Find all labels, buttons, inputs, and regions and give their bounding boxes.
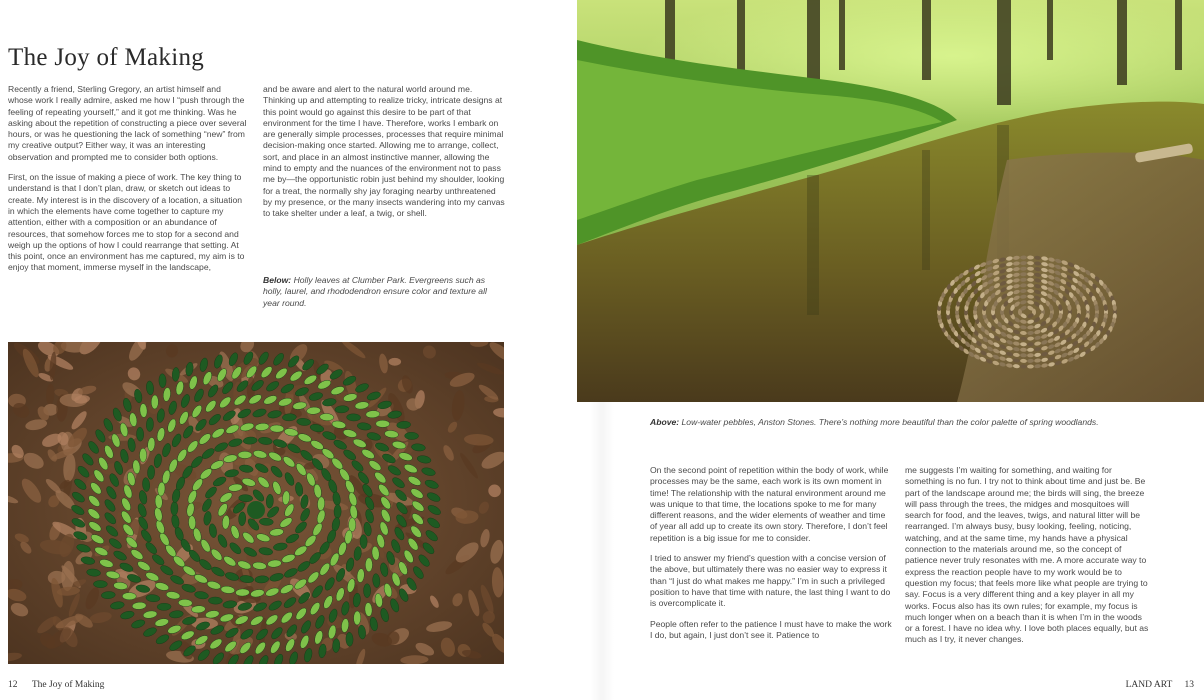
paragraph: On the second point of repetition within the body of work, while processes may be the same, each work is its own moment in time! The relationship with the natural environment around me was unique to that time, the locations spoke to me for many different reasons, and the wider elements of weather and time of year all add up to create its own story. Therefore, I don’t feel repetition is a big issue for me to consider.: [650, 465, 889, 543]
stream-pebble-illustration: [577, 0, 1204, 402]
body-column-3: [650, 465, 892, 650]
folio-right: [1126, 680, 1194, 690]
folio-left: [8, 680, 104, 690]
page-number: 12: [8, 680, 18, 690]
paragraph: People often refer to the patience I must have to make the work I do, but again, I just don’t see it. Patience to: [650, 618, 892, 640]
body-column-4: [905, 465, 1150, 655]
running-head: LAND ART: [1125, 680, 1173, 690]
holly-leaves-photo: [8, 342, 504, 664]
running-head: The Joy of Making: [31, 680, 105, 690]
caption-label: Above:: [650, 417, 680, 427]
page-title: The Joy of Making: [8, 44, 205, 71]
paragraph: I tried to answer my friend’s question with a concise version of the above, but ultimately there was no easier way to express it than “I just do what makes me happy.” I’m in such a privileged position to have that time with nature, the last thing I want to do is overcomplicate it.: [650, 553, 891, 609]
paragraph: and be aware and alert to the natural world around me. Thinking up and attempting to realize tricky, intricate designs at this point would go against this desire to be part of that environment for the time I have. Therefore, works I embark on are generally simple processes, processes that require minimal decision-making once started. Allowing me to arrange, collect, sort, and place in an almost instinctive manner, allowing the mind to empty and the nuances of the environment not to pass me by—the opportunistic robin just behind my shoulder, looking for a treat, the normally shy jay foraging nearby unthreatened by my presence, or the many insects wandering into my canvas to take shelter under a leaf, a twig, or shell.: [263, 84, 505, 219]
caption-text: Holly leaves at Clumber Park. Evergreens such as holly, laurel, and rhododendron ensure color and texture all year round.: [263, 275, 487, 308]
paragraph: First, on the issue of making a piece of work. The key thing to understand is that I don’t plan, draw, or sketch out ideas to create. My interest is in the discovery of a location, a situation in which the elements have come together to capture my attention, either with a composition or an abundance of resources, that somehow forces me to stop for a second and weigh up the options of how I could rearrange that setting. At this point, once an environment has me captured, my aim is to enjoy that moment, immerse myself in the landscape,: [8, 172, 245, 273]
paragraph: Recently a friend, Sterling Gregory, an artist himself and whose work I really admire, asked me how I “push through the feeling of repeating yourself,” and it got me thinking. Was he asking about the repetition of constructing a piece over several hours, or was he questioning the lack of something “new” from my creative output? Either way, it was an interesting observation and prompted me to consider both options.: [8, 84, 247, 162]
holly-spiral-illustration: [8, 342, 504, 664]
photo-caption-below: [263, 275, 503, 309]
caption-label: Below:: [263, 275, 292, 285]
photo-caption-above: [650, 417, 1200, 428]
woodland-stream-photo: [577, 0, 1204, 402]
page-number: 13: [1184, 680, 1194, 690]
caption-text: Low-water pebbles, Anston Stones. There’s nothing more beautiful than the color palette of spring woodlands.: [681, 417, 1099, 427]
paragraph: me suggests I’m waiting for something, and waiting for something is no fun. I try not to think about time and just be. Be part of the landscape around me; the birds will sing, the breeze will pass through the trees, the midges and mosquitoes will search for food, and the leaves, twigs, and natural litter will be rearranged. I’m always busy, busy looking, feeling, noticing, watching, and at the same time, my hands have a physical connection to the materials around me, so the concept of patience never truly resonates with me. A more accurate way to express the reaction people have to my work would be to question my focus; that feels more like what people are trying to say. Focus is a very different thing and a key player in all my works. Focus also has its own rules; for example, my focus is much longer when on a beach than it is when I’m in the woods or a forest. I have no idea why. I love both places equally, but as much as I try, it never changes.: [905, 465, 1149, 645]
body-column-2: [263, 84, 505, 229]
body-column-1: [8, 84, 248, 283]
